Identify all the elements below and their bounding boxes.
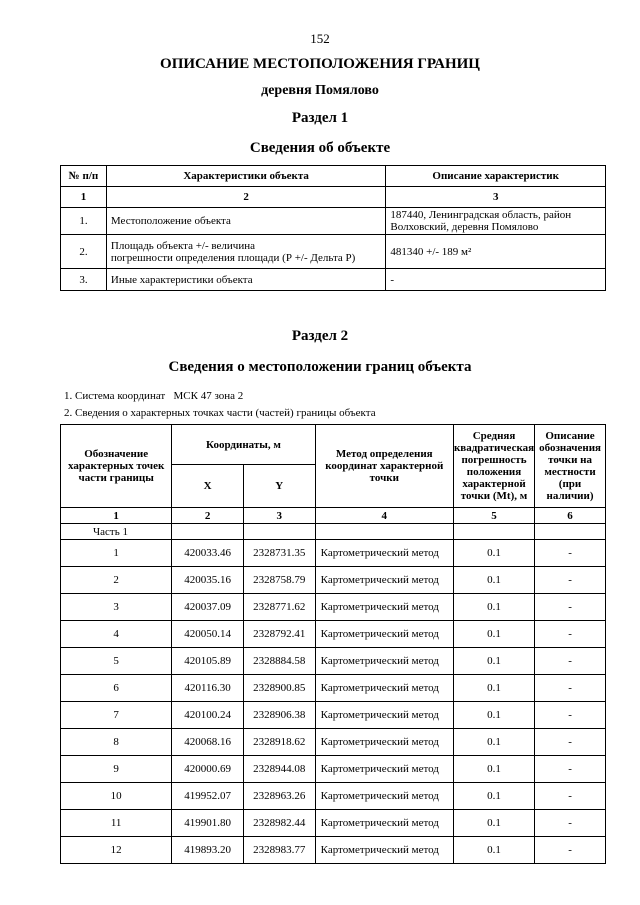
empty-cell: [172, 524, 244, 540]
coordinate-system-line: [64, 390, 243, 402]
table-row: [61, 837, 606, 864]
header-description: Описание обозначения точки на местности (при наличии): [535, 425, 606, 508]
coordinate-system-label: 1. Система координат: [64, 390, 166, 402]
point-description: -: [535, 783, 606, 810]
header-cell: № п/п: [61, 166, 107, 187]
table-row: [61, 540, 606, 567]
empty-cell: [535, 524, 606, 540]
point-error: 0.1: [453, 648, 534, 675]
column-number: 4: [315, 508, 453, 524]
point-x: 419952.07: [172, 783, 244, 810]
point-method: Картометрический метод: [315, 594, 453, 621]
point-error: 0.1: [453, 783, 534, 810]
point-error: 0.1: [453, 756, 534, 783]
table-row: [61, 621, 606, 648]
point-description: -: [535, 648, 606, 675]
point-y: 2328944.08: [243, 756, 315, 783]
point-description: -: [535, 675, 606, 702]
name-line: Площадь объекта +/- величина: [110, 239, 255, 252]
point-method: Картометрический метод: [315, 729, 453, 756]
point-error: 0.1: [453, 837, 534, 864]
empty-cell: [453, 524, 534, 540]
table-row: [61, 208, 606, 235]
document-title: ОПИСАНИЕ МЕСТОПОЛОЖЕНИЯ ГРАНИЦ: [160, 56, 480, 72]
column-number: 3: [386, 187, 606, 208]
point-description: -: [535, 621, 606, 648]
characteristic-value: 481340 +/- 189 м²: [386, 235, 606, 269]
point-x: 420116.30: [172, 675, 244, 702]
object-info-table: [60, 165, 606, 291]
column-number-row: [61, 508, 606, 524]
table-row: [61, 594, 606, 621]
point-y: 2328906.38: [243, 702, 315, 729]
row-number: 2.: [61, 235, 107, 269]
point-description: -: [535, 567, 606, 594]
point-id: 3: [61, 594, 172, 621]
column-number: 6: [535, 508, 606, 524]
header-y: Y: [243, 465, 315, 508]
point-error: 0.1: [453, 810, 534, 837]
section2-subheading: Сведения о местоположении границ объекта: [168, 359, 472, 375]
part-row: [61, 524, 606, 540]
value-line: Волховский, деревня Помялово: [390, 221, 539, 233]
name-line: погрешности определения площади (Р +/- Дельта Р): [110, 251, 356, 264]
point-method: Картометрический метод: [315, 702, 453, 729]
column-number: 5: [453, 508, 534, 524]
point-x: 420100.24: [172, 702, 244, 729]
page-number: 152: [310, 31, 330, 46]
coordinate-system-value: МСК 47 зона 2: [173, 390, 244, 402]
point-method: Картометрический метод: [315, 540, 453, 567]
table-row: [61, 756, 606, 783]
point-description: -: [535, 540, 606, 567]
table-row: [61, 675, 606, 702]
characteristic-name: Местоположение объекта: [106, 208, 385, 235]
point-description: -: [535, 837, 606, 864]
point-error: 0.1: [453, 729, 534, 756]
point-id: 4: [61, 621, 172, 648]
boundary-points-table: [60, 424, 606, 864]
table-row: [61, 235, 606, 269]
table-header-row: [61, 166, 606, 187]
point-method: Картометрический метод: [315, 567, 453, 594]
table-row: [61, 567, 606, 594]
empty-cell: [243, 524, 315, 540]
characteristic-name: Иные характеристики объекта: [106, 269, 385, 291]
point-id: 7: [61, 702, 172, 729]
point-description: -: [535, 594, 606, 621]
point-method: Картометрический метод: [315, 675, 453, 702]
point-y: 2328884.58: [243, 648, 315, 675]
empty-cell: [315, 524, 453, 540]
characteristic-value: -: [386, 269, 606, 291]
point-y: 2328771.62: [243, 594, 315, 621]
point-id: 8: [61, 729, 172, 756]
point-x: 420035.16: [172, 567, 244, 594]
document-subtitle: деревня Помялово: [261, 83, 379, 98]
point-description: -: [535, 756, 606, 783]
point-x: 419901.80: [172, 810, 244, 837]
row-number: 3.: [61, 269, 107, 291]
point-y: 2328792.41: [243, 621, 315, 648]
characteristic-value: [386, 208, 606, 235]
table-row: [61, 783, 606, 810]
point-method: Картометрический метод: [315, 837, 453, 864]
section1-subheading: Сведения об объекте: [249, 140, 391, 156]
section1-heading: Раздел 1: [291, 110, 349, 126]
point-id: 2: [61, 567, 172, 594]
point-method: Картометрический метод: [315, 783, 453, 810]
point-error: 0.1: [453, 594, 534, 621]
column-number: 1: [61, 508, 172, 524]
row-number: 1.: [61, 208, 107, 235]
point-method: Картометрический метод: [315, 648, 453, 675]
point-id: 10: [61, 783, 172, 810]
header-x: X: [172, 465, 244, 508]
point-id: 12: [61, 837, 172, 864]
point-description: -: [535, 810, 606, 837]
value-line: 187440, Ленинградская область, район: [390, 209, 572, 221]
header-error: Средняя квадратическая погрешность положения характерной точки (Mt), м: [453, 425, 534, 508]
table-row: [61, 269, 606, 291]
section2-heading: Раздел 2: [291, 328, 349, 344]
table-row: [61, 729, 606, 756]
point-method: Картометрический метод: [315, 756, 453, 783]
point-y: 2328963.26: [243, 783, 315, 810]
point-method: Картометрический метод: [315, 810, 453, 837]
point-error: 0.1: [453, 621, 534, 648]
header-method: Метод определения координат характерной точки: [315, 425, 453, 508]
column-number: 3: [243, 508, 315, 524]
point-rows: [61, 540, 606, 864]
points-caption: 2. Сведения о характерных точках части (частей) границы объекта: [64, 407, 376, 419]
point-y: 2328758.79: [243, 567, 315, 594]
characteristic-name: [106, 235, 385, 269]
point-y: 2328918.62: [243, 729, 315, 756]
table-row: [61, 702, 606, 729]
point-x: 419893.20: [172, 837, 244, 864]
point-x: 420000.69: [172, 756, 244, 783]
column-number: 2: [172, 508, 244, 524]
point-description: -: [535, 702, 606, 729]
point-x: 420068.16: [172, 729, 244, 756]
part-label: Часть 1: [61, 524, 172, 540]
point-y: 2328900.85: [243, 675, 315, 702]
column-number: 2: [106, 187, 385, 208]
point-description: -: [535, 729, 606, 756]
header-cell: Описание характеристик: [386, 166, 606, 187]
point-x: 420037.09: [172, 594, 244, 621]
point-error: 0.1: [453, 567, 534, 594]
column-number-row: [61, 187, 606, 208]
point-y: 2328731.35: [243, 540, 315, 567]
point-id: 6: [61, 675, 172, 702]
header-coordinates: Координаты, м: [172, 425, 315, 465]
header-designation: Обозначение характерных точек части границы: [61, 425, 172, 508]
point-y: 2328983.77: [243, 837, 315, 864]
table-header-row: [61, 425, 606, 465]
point-x: 420105.89: [172, 648, 244, 675]
point-id: 5: [61, 648, 172, 675]
point-error: 0.1: [453, 675, 534, 702]
point-method: Картометрический метод: [315, 621, 453, 648]
point-id: 1: [61, 540, 172, 567]
point-error: 0.1: [453, 702, 534, 729]
point-x: 420050.14: [172, 621, 244, 648]
table-row: [61, 810, 606, 837]
table-row: [61, 648, 606, 675]
point-error: 0.1: [453, 540, 534, 567]
point-x: 420033.46: [172, 540, 244, 567]
header-cell: Характеристики объекта: [106, 166, 385, 187]
point-y: 2328982.44: [243, 810, 315, 837]
column-number: 1: [61, 187, 107, 208]
point-id: 11: [61, 810, 172, 837]
point-id: 9: [61, 756, 172, 783]
